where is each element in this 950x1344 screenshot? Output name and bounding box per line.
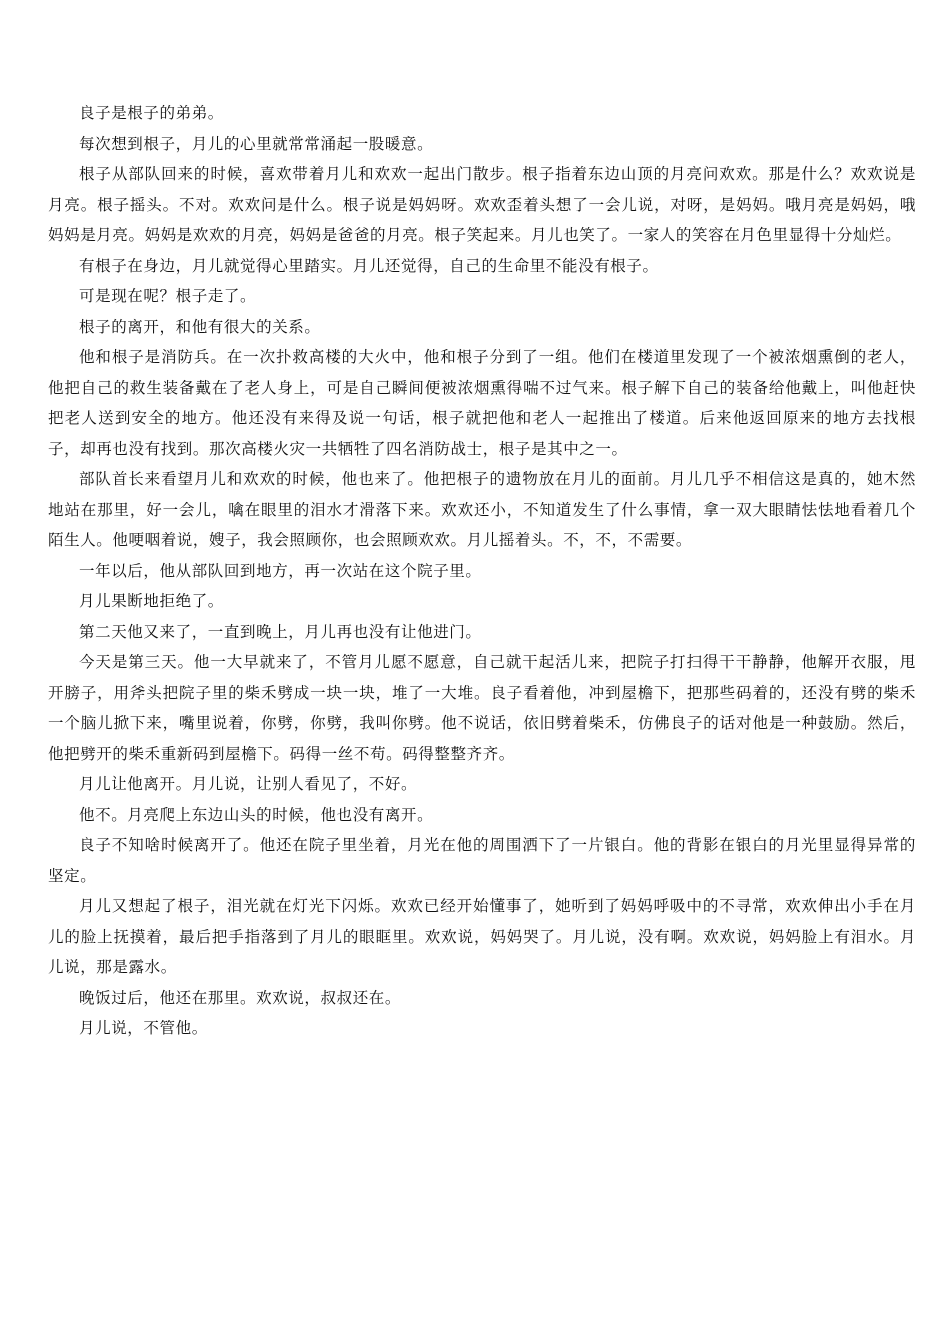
paragraph-14: 他不。月亮爬上东边山头的时候，他也没有离开。 bbox=[79, 805, 434, 824]
paragraph-7: 他和根子是消防兵。在一次扑救高楼的大火中，他和根子分到了一组。他们在楼道里发现了一个被浓烟熏倒的老人，他把自己的救生装备戴在了老人身上，可是自己瞬间便被浓烟熏得喘不过气来。根子解下自己的装备给他戴上，叫他赶快把老人送到安全的地方。他还没有来得及说一句话，根子就把他和老人一起推出了楼道。后来他返回原来的地方去找根子，却再也没有找到。那次高楼火灾一共牺牲了四名消防战士，根子是其中之一。 bbox=[48, 348, 916, 458]
story-text bbox=[48, 98, 916, 1044]
paragraph-3: 根子从部队回来的时候，喜欢带着月儿和欢欢一起出门散步。根子指着东边山顶的月亮问欢欢。那是什么？欢欢说是月亮。根子摇头。不对。欢欢问是什么。根子说是妈妈呀。欢欢歪着头想了一会儿说，对呀，是妈妈。哦月亮是妈妈，哦妈妈是月亮。妈妈是欢欢的月亮，妈妈是爸爸的月亮。根子笑起来。月儿也笑了。一家人的笑容在月色里显得十分灿烂。 bbox=[48, 165, 916, 244]
paragraph-12: 今天是第三天。他一大早就来了，不管月儿愿不愿意，自己就干起活儿来，把院子打扫得干干静静，他解开衣服，甩开膀子，用斧头把院子里的柴禾劈成一块一块，堆了一大堆。良子看着他，冲到屋檐下，把那些码着的，还没有劈的柴禾一个脑儿掀下来，嘴里说着，你劈，你劈，我叫你劈。他不说话，依旧劈着柴禾，仿佛良子的话对他是一种鼓励。然后，他把劈开的柴禾重新码到屋檐下。码得一丝不苟。码得整整齐齐。 bbox=[48, 653, 916, 763]
paragraph-11: 第二天他又来了，一直到晚上，月儿再也没有让他进门。 bbox=[79, 622, 482, 641]
paragraph-15: 良子不知啥时候离开了。他还在院子里坐着，月光在他的周围洒下了一片银白。他的背影在银白的月光里显得异常的坚定。 bbox=[48, 836, 916, 885]
paragraph-1: 良子是根子的弟弟。 bbox=[79, 104, 224, 122]
paragraph-9: 一年以后，他从部队回到地方，再一次站在这个院子里。 bbox=[79, 561, 482, 580]
paragraph-10: 月儿果断地拒绝了。 bbox=[79, 592, 224, 610]
paragraph-18: 月儿说，不管他。 bbox=[79, 1019, 208, 1037]
paragraph-5: 可是现在呢？根子走了。 bbox=[79, 287, 257, 305]
paragraph-2: 每次想到根子，月儿的心里就常常涌起一股暖意。 bbox=[79, 134, 434, 153]
paragraph-8: 部队首长来看望月儿和欢欢的时候，他也来了。他把根子的遗物放在月儿的面前。月儿几乎不相信这是真的，她木然地站在那里，好一会儿，噙在眼里的泪水才滑落下来。欢欢还小，不知道发生了什么事情，拿一双大眼睛怯怯地看着几个陌生人。他哽咽着说，嫂子，我会照顾你，也会照顾欢欢。月儿摇着头。不，不，不需要。 bbox=[48, 470, 916, 549]
paragraph-13: 月儿让他离开。月儿说，让别人看见了，不好。 bbox=[79, 775, 418, 793]
paragraph-6: 根子的离开，和他有很大的关系。 bbox=[79, 317, 321, 336]
paragraph-4: 有根子在身边，月儿就觉得心里踏实。月儿还觉得，自己的生命里不能没有根子。 bbox=[79, 256, 659, 275]
paragraph-17: 晚饭过后，他还在那里。欢欢说，叔叔还在。 bbox=[79, 988, 402, 1007]
paragraph-16: 月儿又想起了根子，泪光就在灯光下闪烁。欢欢已经开始懂事了，她听到了妈妈呼吸中的不寻常，欢欢伸出小手在月儿的脸上抚摸着，最后把手指落到了月儿的眼眶里。欢欢说，妈妈哭了。月儿说，没有啊。欢欢说，妈妈脸上有泪水。月儿说，那是露水。 bbox=[48, 897, 916, 976]
